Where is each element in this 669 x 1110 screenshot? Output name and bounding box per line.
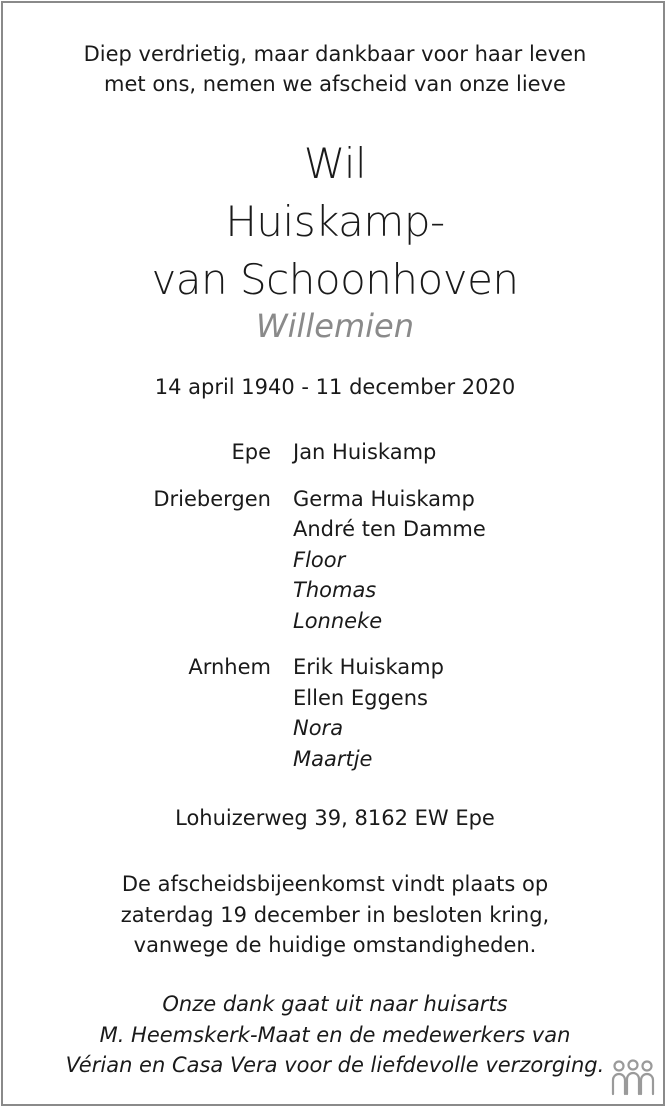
name-line-1: Wil xyxy=(303,139,367,188)
family-member: Jan Huiskamp xyxy=(293,440,437,464)
ceremony-line-2: zaterdag 19 december in besloten kring, xyxy=(120,902,550,927)
family-member: Lonneke xyxy=(293,608,383,633)
name-line-2: Huiskamp- xyxy=(225,197,445,246)
obituary-card xyxy=(1,1,665,1106)
ceremony-line-3: vanwege de huidige omstandigheden. xyxy=(133,933,537,957)
family-member: André ten Damme xyxy=(293,517,486,541)
family-member: Thomas xyxy=(293,578,377,602)
family-group-icon xyxy=(609,1058,657,1098)
family-member: Maartje xyxy=(293,746,373,771)
family-place: Epe xyxy=(231,440,271,464)
family-names xyxy=(293,652,444,774)
intro-text xyxy=(3,39,667,99)
family-names xyxy=(293,484,486,637)
thanks-line-2: M. Heemskerk-Maat en de medewerkers van xyxy=(99,1022,571,1047)
family-member: Floor xyxy=(293,547,346,572)
thanks-line-3: Vérian en Casa Vera voor de liefdevolle verzorging. xyxy=(65,1053,605,1077)
intro-line-1: Diep verdrietig, maar dankbaar voor haar leven xyxy=(83,42,587,66)
family-member: Erik Huiskamp xyxy=(293,655,444,679)
family-member: Germa Huiskamp xyxy=(293,486,475,511)
nickname: Willemien xyxy=(255,307,415,345)
family-names xyxy=(293,437,436,468)
family-member: Nora xyxy=(293,716,344,740)
intro-line-2: met ons, nemen we afscheid van onze lieve xyxy=(104,72,566,96)
ceremony-line-1: De afscheidsbijeenkomst vindt plaats op xyxy=(121,872,549,896)
family-group xyxy=(3,652,667,774)
name-line-3: van Schoonhoven xyxy=(151,255,519,304)
thanks-text xyxy=(3,989,667,1081)
address: Lohuizerweg 39, 8162 EW Epe xyxy=(175,806,495,830)
family-list xyxy=(3,437,667,790)
family-place: Arnhem xyxy=(188,655,271,679)
deceased-name xyxy=(3,135,667,309)
thanks-line-1: Onze dank gaat uit naar huisarts xyxy=(162,992,508,1016)
family-place: Driebergen xyxy=(153,486,271,511)
ceremony-text xyxy=(3,869,667,961)
family-group xyxy=(3,437,667,468)
life-dates: 14 april 1940 - 11 december 2020 xyxy=(154,375,516,399)
family-group xyxy=(3,484,667,637)
family-member: Ellen Eggens xyxy=(293,685,428,710)
